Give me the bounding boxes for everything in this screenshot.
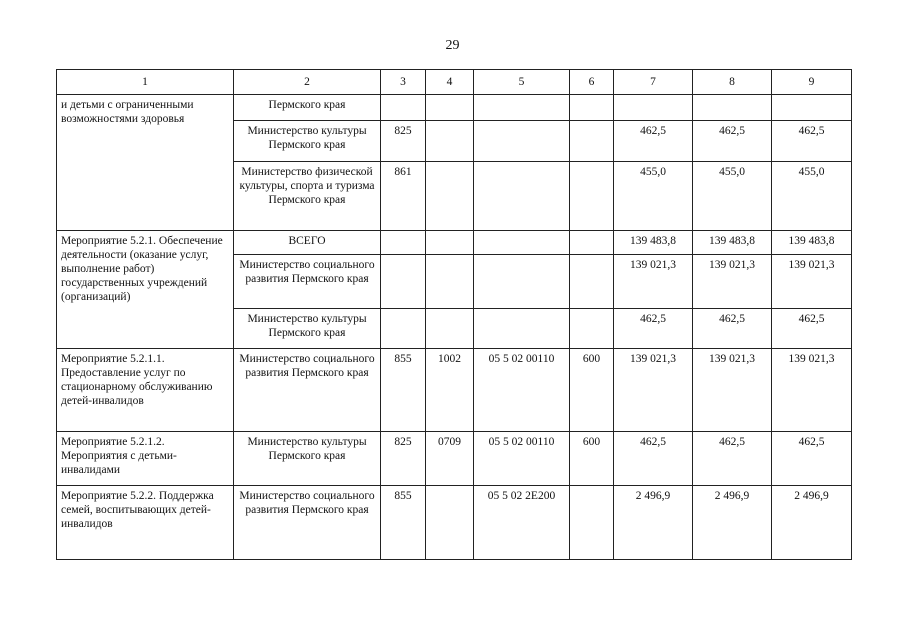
amount-cell: 455,0 bbox=[693, 162, 772, 231]
column-header: 1 bbox=[57, 70, 234, 95]
administrator-name: Министерство культуры Пермского края bbox=[234, 432, 381, 486]
section-code bbox=[426, 121, 474, 162]
column-header: 5 bbox=[474, 70, 570, 95]
activity-name: Мероприятие 5.2.2. Поддержка семей, воспитывающих детей-инвалидов bbox=[57, 486, 234, 560]
section-code bbox=[426, 162, 474, 231]
admin-code bbox=[381, 231, 426, 255]
admin-code bbox=[381, 95, 426, 121]
section-code bbox=[426, 95, 474, 121]
expense-type-code bbox=[570, 95, 614, 121]
amount-cell: 139 483,8 bbox=[772, 231, 852, 255]
amount-cell: 139 021,3 bbox=[772, 255, 852, 309]
column-header: 9 bbox=[772, 70, 852, 95]
admin-code: 861 bbox=[381, 162, 426, 231]
section-code bbox=[426, 309, 474, 349]
administrator-name: Министерство культуры Пермского края bbox=[234, 121, 381, 162]
table-row bbox=[57, 231, 852, 255]
section-code bbox=[426, 231, 474, 255]
column-header: 7 bbox=[614, 70, 693, 95]
target-article-code bbox=[474, 162, 570, 231]
administrator-name: Министерство культуры Пермского края bbox=[234, 309, 381, 349]
column-header: 6 bbox=[570, 70, 614, 95]
column-header: 4 bbox=[426, 70, 474, 95]
amount-cell: 2 496,9 bbox=[772, 486, 852, 560]
section-code: 1002 bbox=[426, 349, 474, 432]
target-article-code bbox=[474, 231, 570, 255]
amount-cell: 139 021,3 bbox=[614, 255, 693, 309]
amount-cell: 462,5 bbox=[772, 309, 852, 349]
amount-cell: 139 483,8 bbox=[614, 231, 693, 255]
page-number: 29 bbox=[445, 38, 460, 53]
target-article-code: 05 5 02 00110 bbox=[474, 349, 570, 432]
amount-cell bbox=[693, 95, 772, 121]
header-row bbox=[57, 70, 852, 95]
expense-type-code bbox=[570, 486, 614, 560]
activity-name: Мероприятие 5.2.1.2. Мероприятия с детьми-инвалидами bbox=[57, 432, 234, 486]
section-code bbox=[426, 255, 474, 309]
amount-cell: 139 483,8 bbox=[693, 231, 772, 255]
amount-cell: 2 496,9 bbox=[693, 486, 772, 560]
target-article-code: 05 5 02 2Е200 bbox=[474, 486, 570, 560]
administrator-name: Пермского края bbox=[234, 95, 381, 121]
activity-name: и детьми с ограниченными возможностями здоровья bbox=[57, 95, 234, 231]
amount-cell: 462,5 bbox=[614, 432, 693, 486]
expense-type-code bbox=[570, 231, 614, 255]
amount-cell: 462,5 bbox=[614, 121, 693, 162]
amount-cell: 462,5 bbox=[693, 432, 772, 486]
amount-cell: 139 021,3 bbox=[614, 349, 693, 432]
admin-code: 825 bbox=[381, 121, 426, 162]
expense-type-code bbox=[570, 121, 614, 162]
expense-type-code: 600 bbox=[570, 432, 614, 486]
target-article-code bbox=[474, 121, 570, 162]
admin-code: 825 bbox=[381, 432, 426, 486]
target-article-code bbox=[474, 255, 570, 309]
amount-cell: 462,5 bbox=[693, 121, 772, 162]
administrator-name: Министерство социального развития Пермского края bbox=[234, 255, 381, 309]
amount-cell: 139 021,3 bbox=[772, 349, 852, 432]
admin-code: 855 bbox=[381, 486, 426, 560]
expense-type-code bbox=[570, 162, 614, 231]
amount-cell: 455,0 bbox=[614, 162, 693, 231]
table-row bbox=[57, 349, 852, 432]
target-article-code bbox=[474, 95, 570, 121]
amount-cell: 462,5 bbox=[772, 432, 852, 486]
amount-cell bbox=[614, 95, 693, 121]
budget-table bbox=[56, 69, 852, 560]
amount-cell: 139 021,3 bbox=[693, 349, 772, 432]
amount-cell: 462,5 bbox=[614, 309, 693, 349]
expense-type-code bbox=[570, 255, 614, 309]
administrator-name: ВСЕГО bbox=[234, 231, 381, 255]
administrator-name: Министерство физической культуры, спорта и туризма Пермского края bbox=[234, 162, 381, 231]
administrator-name: Министерство социального развития Пермского края bbox=[234, 486, 381, 560]
table-row bbox=[57, 95, 852, 121]
amount-cell: 2 496,9 bbox=[614, 486, 693, 560]
amount-cell: 462,5 bbox=[693, 309, 772, 349]
amount-cell bbox=[772, 95, 852, 121]
column-header: 3 bbox=[381, 70, 426, 95]
table-row bbox=[57, 486, 852, 560]
column-header: 2 bbox=[234, 70, 381, 95]
target-article-code bbox=[474, 309, 570, 349]
admin-code bbox=[381, 255, 426, 309]
expense-type-code bbox=[570, 309, 614, 349]
amount-cell: 462,5 bbox=[772, 121, 852, 162]
activity-name: Мероприятие 5.2.1. Обеспечение деятельности (оказание услуг, выполнение работ) государственных учреждений (организаций) bbox=[57, 231, 234, 349]
target-article-code: 05 5 02 00110 bbox=[474, 432, 570, 486]
column-header: 8 bbox=[693, 70, 772, 95]
administrator-name: Министерство социального развития Пермского края bbox=[234, 349, 381, 432]
section-code: 0709 bbox=[426, 432, 474, 486]
activity-name: Мероприятие 5.2.1.1. Предоставление услуг по стационарному обслуживанию детей-инвалидов bbox=[57, 349, 234, 432]
table-row bbox=[57, 432, 852, 486]
admin-code: 855 bbox=[381, 349, 426, 432]
section-code bbox=[426, 486, 474, 560]
amount-cell: 139 021,3 bbox=[693, 255, 772, 309]
admin-code bbox=[381, 309, 426, 349]
expense-type-code: 600 bbox=[570, 349, 614, 432]
amount-cell: 455,0 bbox=[772, 162, 852, 231]
